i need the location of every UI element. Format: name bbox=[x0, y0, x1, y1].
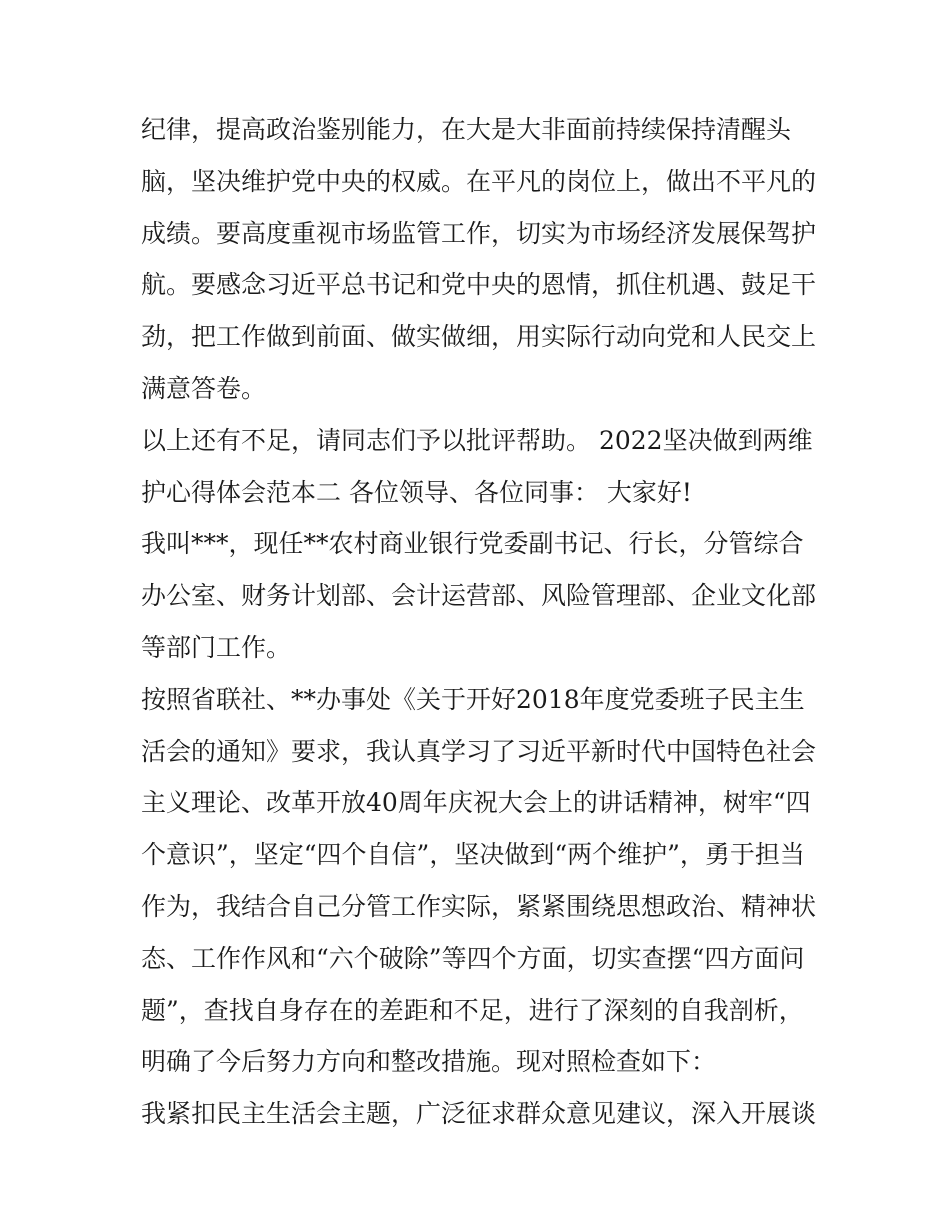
text-line: 个意识”，坚定“四个自信”，坚决做到“两个维护”，勇于担当 bbox=[141, 840, 805, 870]
text-line: 以上还有不足，请同志们予以批评帮助。 2022坚决做到两维 bbox=[141, 425, 813, 455]
text-line: 劲，把工作做到前面、做实做细，用实际行动向党和人民交上 bbox=[141, 322, 817, 352]
text-line: 我叫***，现任**农村商业银行党委副书记、行长，分管综合 bbox=[141, 529, 804, 559]
text-line: 按照省联社、**办事处《关于开好2018年度党委班子民主生 bbox=[141, 684, 805, 714]
text-line: 办公室、财务计划部、会计运营部、风险管理部、企业文化部 bbox=[141, 581, 817, 611]
text-line: 态、工作作风和“六个破除”等四个方面，切实查摆“四方面问 bbox=[141, 943, 805, 973]
text-line: 护心得体会范本二 各位领导、各位同事： 大家好! bbox=[141, 477, 692, 507]
text-line: 等部门工作。 bbox=[141, 632, 292, 662]
text-line: 活会的通知》要求，我认真学习了习近平新时代中国特色社会 bbox=[141, 736, 817, 766]
text-line: 主义理论、改革开放40周年庆祝大会上的讲话精神，树牢“四 bbox=[141, 788, 811, 818]
text-line: 题”，查找自身存在的差距和不足，进行了深刻的自我剖析， bbox=[141, 995, 804, 1025]
text-line: 明确了今后努力方向和整改措施。现对照检查如下： bbox=[141, 1047, 717, 1077]
text-line: 航。要感念习近平总书记和党中央的恩情，抓住机遇、鼓足干 bbox=[141, 270, 817, 300]
text-line: 纪律，提高政治鉴别能力，在大是大非面前持续保持清醒头 bbox=[141, 115, 792, 144]
text-line: 脑，坚决维护党中央的权威。在平凡的岗位上，做出不平凡的 bbox=[141, 166, 817, 196]
text-line: 作为，我结合自己分管工作实际，紧紧围绕思想政治、精神状 bbox=[141, 891, 817, 921]
text-line: 我紧扣民主生活会主题，广泛征求群众意见建议，深入开展谈 bbox=[141, 1099, 817, 1129]
document-body bbox=[141, 104, 817, 1140]
text-line: 满意答卷。 bbox=[141, 373, 267, 403]
text-line: 成绩。要高度重视市场监管工作，切实为市场经济发展保驾护 bbox=[141, 218, 817, 248]
